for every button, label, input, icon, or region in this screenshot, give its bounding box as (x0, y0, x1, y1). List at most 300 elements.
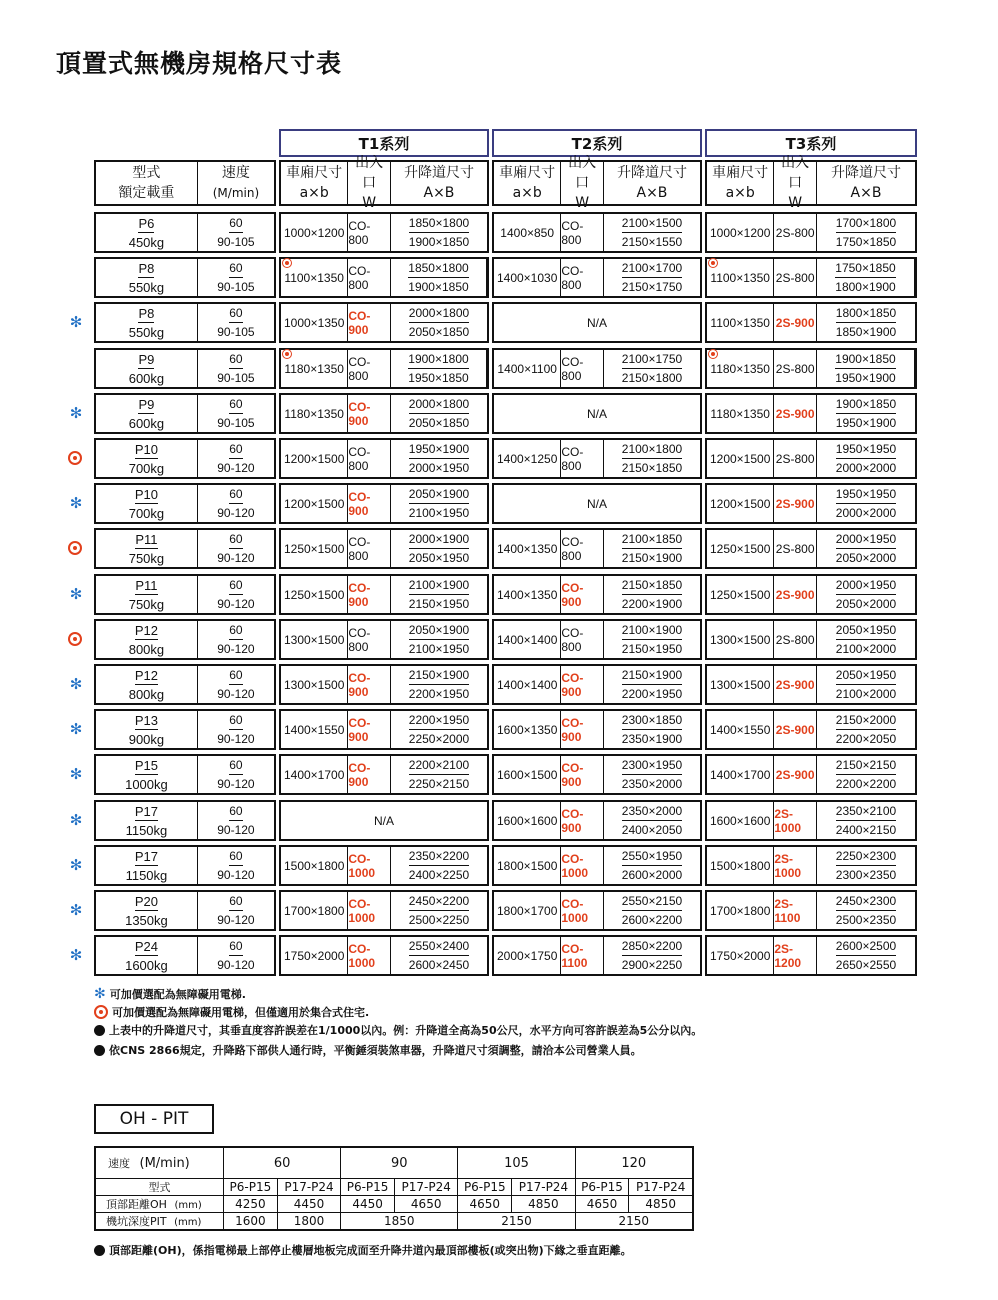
model-row (94, 483, 276, 524)
asterisk-icon: ✻ (69, 313, 83, 331)
type-cell: P17-P24 (512, 1179, 575, 1196)
hoistway-cell (391, 485, 487, 522)
speed-cell (198, 440, 274, 477)
hoistway-60: 2150×1900 (409, 666, 469, 685)
hoistway-cell (604, 756, 700, 793)
hoistway-cell (817, 576, 915, 613)
type-cell: P17-P24 (395, 1179, 458, 1196)
hoistway-60: 2000×1950 (836, 576, 896, 595)
car-size-cell: 1180×1350 (707, 350, 774, 387)
header-series-3 (705, 155, 917, 211)
oh-label-text: 頂部距離OH (106, 1198, 167, 1211)
hoistway-cell (391, 756, 487, 793)
hoistway-cell (604, 530, 700, 567)
asterisk-icon: ✻ (94, 986, 106, 1002)
rated-load: 550kg (128, 324, 165, 340)
hoistway-high-speed: 2050×2000 (835, 551, 897, 565)
speed-60: 60 (229, 214, 242, 233)
speed-cell (198, 304, 274, 341)
entrance-cell: 2S-800 (774, 214, 817, 251)
hoistway-60: 2050×1950 (836, 621, 896, 640)
rated-load: 1150kg (125, 867, 168, 883)
hoistway-cell (817, 485, 915, 522)
entrance-cell: CO-800 (348, 440, 391, 477)
model-row (94, 619, 276, 660)
rated-load: 450kg (128, 234, 165, 250)
hoistway-60: 2000×1950 (836, 530, 896, 549)
car-size-cell: 1000×1350 (281, 304, 348, 341)
entrance-cell: CO-900 (348, 711, 391, 748)
model-row (94, 393, 276, 434)
na-cell: N/A (586, 406, 607, 421)
oh-cell: 4850 (512, 1196, 575, 1213)
car-size-cell: 1180×1350 (281, 395, 348, 432)
oh-cell: 4450 (341, 1196, 395, 1213)
header-load: 額定載重 (118, 185, 175, 201)
car-size-cell: 1400×1700 (281, 756, 348, 793)
hoistway-60: 1900×1850 (835, 350, 895, 369)
speed-60: 60 (229, 937, 242, 956)
speed-cell (198, 576, 274, 613)
series-t1-row (279, 709, 489, 750)
hoistway-high-speed: 2250×2000 (408, 732, 470, 746)
header-hoistway-label: 升降道尺寸 (616, 165, 687, 181)
hoistway-60: 1750×1850 (835, 259, 895, 278)
hoistway-high-speed: 2050×1950 (408, 551, 470, 565)
hoistway-60: 2550×2400 (409, 937, 469, 956)
speed-120: 120 (575, 1147, 693, 1179)
series-t1-row (279, 302, 489, 343)
hoistway-high-speed: 2050×1850 (408, 416, 470, 430)
hoistway-cell (817, 892, 915, 929)
hoistway-cell (604, 711, 700, 748)
hoistway-high-speed: 2050×2000 (835, 597, 897, 611)
note-cns (94, 1042, 642, 1058)
model-cell (96, 530, 198, 567)
pit-cell: 1800 (277, 1213, 340, 1231)
entrance-cell: CO-800 (561, 530, 604, 567)
car-size-cell: 1200×1500 (281, 485, 348, 522)
car-size-cell: 1500×1800 (707, 847, 774, 884)
speed-cell (198, 666, 274, 703)
hoistway-cell (817, 350, 915, 387)
rated-load: 900kg (128, 731, 165, 747)
hoistway-high-speed: 2000×2000 (835, 506, 897, 520)
car-size-cell: 1400×1030 (494, 259, 561, 296)
model-row (94, 438, 276, 479)
series-t3-row (705, 574, 917, 615)
series-t2-row (492, 528, 702, 569)
hoistway-cell (391, 214, 487, 251)
header-entrance (348, 155, 391, 211)
hoistway-high-speed: 2150×1950 (621, 642, 683, 656)
car-size-cell: 1000×1200 (281, 214, 348, 251)
page-title: 頂置式無機房規格尺寸表 (56, 49, 343, 78)
entrance-cell: CO-900 (348, 756, 391, 793)
hoistway-cell (817, 937, 915, 974)
entrance-cell: CO-1000 (348, 937, 391, 974)
hoistway-high-speed: 2500×2250 (408, 913, 470, 927)
bullet-dot-icon (94, 1245, 105, 1256)
speed-cell (198, 621, 274, 658)
header-entrance-sub: W (575, 195, 590, 211)
hoistway-cell (391, 666, 487, 703)
hoistway-60: 2600×2500 (836, 937, 896, 956)
hoistway-cell (391, 576, 487, 613)
hoistway-high-speed: 2150×1800 (621, 371, 683, 385)
hoistway-high-speed: 1900×1850 (408, 280, 469, 294)
entrance-cell: CO-800 (561, 350, 604, 387)
oh-cell: 4650 (458, 1196, 512, 1213)
hoistway-60: 2850×2200 (622, 937, 682, 956)
model-cell (96, 847, 198, 884)
series-t1-row (279, 257, 489, 298)
series-t1-row (279, 935, 489, 976)
hoistway-60: 2150×2150 (836, 756, 896, 775)
hoistway-60: 2100×1750 (622, 350, 682, 369)
series-t3-row (705, 483, 917, 524)
na-cell: N/A (373, 813, 394, 828)
header-entrance-sub: W (362, 195, 377, 211)
hoistway-high-speed: 2150×1950 (408, 597, 470, 611)
na-cell: N/A (586, 315, 607, 330)
hoistway-high-speed: 1850×1900 (835, 325, 897, 339)
hoistway-60: 2150×1850 (622, 576, 682, 595)
car-size-cell: 1400×1400 (494, 621, 561, 658)
header-hoistway-label: 升降道尺寸 (830, 165, 901, 181)
series-t2-row (492, 935, 702, 976)
hoistway-60: 2100×1500 (622, 214, 682, 233)
series-t1-row (279, 528, 489, 569)
hoistway-high-speed: 2100×1950 (408, 506, 470, 520)
car-size-cell: 1200×1500 (281, 440, 348, 477)
entrance-cell: 2S-900 (774, 485, 817, 522)
hoistway-cell (817, 214, 915, 251)
header-entrance-sub: W (788, 195, 803, 211)
entrance-cell: CO-800 (348, 259, 391, 296)
car-size-cell: 1400×1550 (281, 711, 348, 748)
model-cell (96, 892, 198, 929)
series-t2-row (492, 845, 702, 886)
bullet-dot-icon (94, 1025, 105, 1036)
type-cell: P17-P24 (277, 1179, 340, 1196)
hoistway-cell (391, 847, 487, 884)
entrance-cell: CO-900 (348, 485, 391, 522)
car-size-cell: 1750×2000 (281, 937, 348, 974)
hoistway-high-speed: 1800×1900 (835, 280, 896, 294)
car-size-cell: 1180×1350 (281, 350, 348, 387)
model-cell (96, 485, 198, 522)
hoistway-cell (391, 937, 487, 974)
header-hoistway-label: 升降道尺寸 (403, 165, 474, 181)
series-t2-row (492, 800, 702, 841)
asterisk-icon: ✻ (69, 494, 83, 512)
series-t2-row (492, 619, 702, 660)
rated-load: 700kg (128, 460, 165, 476)
series-t3-row (705, 528, 917, 569)
model-name: P12 (135, 666, 158, 685)
circle-dot-icon (68, 632, 84, 648)
model-row (94, 709, 276, 750)
entrance-cell: CO-900 (561, 711, 604, 748)
oh-cell: 4650 (395, 1196, 458, 1213)
header-hoistway (391, 162, 487, 204)
hoistway-60: 2100×1700 (622, 259, 682, 278)
asterisk-icon: ✻ (69, 765, 83, 783)
car-size-cell: 1200×1500 (707, 485, 774, 522)
hoistway-60: 1950×1900 (409, 440, 469, 459)
speed-range: 90-105 (217, 280, 255, 294)
hoistway-60: 1800×1850 (836, 304, 896, 323)
entrance-cell: CO-800 (561, 440, 604, 477)
hoistway-cell (391, 530, 487, 567)
hoistway-60: 2100×1900 (409, 576, 469, 595)
hoistway-cell (817, 802, 915, 839)
speed-range: 90-105 (217, 325, 255, 339)
speed-cell (198, 485, 274, 522)
hoistway-cell (817, 395, 915, 432)
model-row (94, 890, 276, 931)
hoistway-60: 2000×1900 (409, 530, 469, 549)
hoistway-high-speed: 2200×2050 (835, 732, 897, 746)
car-size-cell: 1700×1800 (707, 892, 774, 929)
hoistway-high-speed: 1750×1850 (835, 235, 897, 249)
hoistway-60: 1850×1800 (409, 214, 469, 233)
model-cell (96, 259, 198, 296)
hoistway-high-speed: 2150×1900 (621, 551, 683, 565)
model-name: P8 (138, 304, 154, 323)
speed-range: 90-120 (217, 732, 255, 746)
header-hoistway-sub: A×B (423, 185, 455, 201)
model-row (94, 935, 276, 976)
model-name: P24 (135, 937, 158, 956)
model-row (94, 257, 276, 298)
hoistway-high-speed: 2150×1750 (621, 280, 683, 294)
entrance-cell: 2S-800 (774, 621, 817, 658)
entrance-cell: CO-900 (348, 576, 391, 613)
car-size-cell: 1400×1700 (707, 756, 774, 793)
car-size-cell: 1800×1700 (494, 892, 561, 929)
header-car-size-sub: a×b (725, 185, 755, 201)
hoistway-high-speed: 2300×2350 (835, 868, 897, 882)
pit-cell: 1600 (224, 1213, 278, 1231)
model-row (94, 754, 276, 795)
model-row (94, 574, 276, 615)
entrance-cell: CO-900 (348, 304, 391, 341)
hoistway-high-speed: 2500×2350 (835, 913, 897, 927)
series-t3-row (705, 754, 917, 795)
model-cell (96, 802, 198, 839)
model-row (94, 664, 276, 705)
hoistway-high-speed: 2900×2250 (621, 958, 683, 972)
hoistway-high-speed: 2400×2050 (621, 823, 683, 837)
entrance-cell: 2S-800 (774, 259, 817, 296)
speed-range: 90-120 (217, 506, 255, 520)
model-name: P15 (135, 756, 158, 775)
entrance-cell: CO-900 (561, 576, 604, 613)
car-size-cell: 1300×1500 (707, 621, 774, 658)
header-car-size (281, 162, 348, 204)
model-row (94, 800, 276, 841)
header-speed-label: 速度 (221, 165, 250, 181)
circle-dot-icon-inner (68, 541, 82, 555)
circle-dot-icon (708, 349, 718, 359)
model-name: P9 (138, 350, 154, 369)
series-t2-row (492, 754, 702, 795)
hoistway-60: 2550×1950 (622, 847, 682, 866)
speed-cell (198, 847, 274, 884)
entrance-cell: 2S-1000 (774, 802, 817, 839)
hoistway-cell (391, 304, 487, 341)
hoistway-cell (391, 350, 487, 387)
circle-dot-icon (68, 541, 84, 557)
model-name: P13 (135, 711, 158, 730)
hoistway-high-speed: 2200×1950 (408, 687, 470, 701)
car-size-cell: 1600×1350 (494, 711, 561, 748)
entrance-cell: 2S-900 (774, 395, 817, 432)
hoistway-60: 1850×1800 (408, 259, 468, 278)
hoistway-60: 2350×2000 (622, 802, 682, 821)
car-size-cell: 1800×1500 (494, 847, 561, 884)
series-t1-row (279, 754, 489, 795)
header-hoistway-sub: A×B (850, 185, 882, 201)
series-t3-row (705, 257, 917, 298)
circle-dot-icon (282, 258, 292, 268)
model-cell (96, 621, 198, 658)
header-entrance (774, 155, 817, 211)
series-t1-row (279, 890, 489, 931)
speed-60: 60 (229, 530, 242, 549)
hoistway-high-speed: 2200×2200 (835, 777, 897, 791)
oh-unit: (mm) (174, 1200, 202, 1211)
circle-dot-icon (708, 258, 718, 268)
series-t1-row (279, 800, 489, 841)
speed-105: 105 (458, 1147, 575, 1179)
header-entrance-label: 出入口 (568, 155, 597, 191)
speed-60: 60 (229, 440, 242, 459)
series-header-t3: T3系列 (705, 129, 917, 157)
hoistway-60: 2550×2150 (622, 892, 682, 911)
speed-range: 90-120 (217, 551, 255, 565)
speed-cell (198, 711, 274, 748)
series-t3-row (705, 709, 917, 750)
car-size-cell: 1250×1500 (281, 530, 348, 567)
speed-60: 60 (229, 666, 242, 685)
model-name: P10 (135, 485, 158, 504)
rated-load: 750kg (128, 550, 165, 566)
car-size-cell: 1000×1200 (707, 214, 774, 251)
car-size-cell: 2000×1750 (494, 937, 561, 974)
header-car-size (494, 162, 561, 204)
rated-load: 800kg (128, 641, 165, 657)
rated-load: 1350kg (125, 912, 168, 928)
oh-cell: 4650 (575, 1196, 629, 1213)
entrance-cell: CO-900 (348, 666, 391, 703)
hoistway-cell (817, 259, 915, 296)
header-entrance-label: 出入口 (355, 155, 384, 191)
hoistway-high-speed: 2400×2250 (408, 868, 470, 882)
header-hoistway-sub: A×B (636, 185, 668, 201)
speed-cell (198, 530, 274, 567)
type-label: 型式 (95, 1179, 224, 1196)
car-size-cell: 1600×1600 (707, 802, 774, 839)
oh-label (95, 1196, 224, 1213)
speed-unit: (M/min) (139, 1156, 190, 1171)
model-cell (96, 304, 198, 341)
asterisk-icon: ✻ (69, 675, 83, 693)
hoistway-cell (604, 259, 700, 296)
speed-60: 60 (229, 259, 242, 278)
model-row (94, 212, 276, 253)
hoistway-60: 2150×1900 (622, 666, 682, 685)
hoistway-cell (604, 802, 700, 839)
header-hoistway (817, 162, 915, 204)
speed-range: 90-120 (217, 868, 255, 882)
entrance-cell: 2S-1000 (774, 847, 817, 884)
entrance-cell: 2S-1200 (774, 937, 817, 974)
hoistway-high-speed: 2100×2000 (835, 687, 897, 701)
series-t3-row (705, 890, 917, 931)
hoistway-60: 1950×1950 (836, 440, 896, 459)
hoistway-cell (604, 621, 700, 658)
header-series-1 (279, 155, 489, 211)
hoistway-60: 2100×1900 (622, 621, 682, 640)
speed-60: 60 (229, 756, 242, 775)
hoistway-cell (604, 576, 700, 613)
circle-dot-icon (68, 451, 84, 467)
hoistway-cell (817, 666, 915, 703)
entrance-cell: 2S-800 (774, 350, 817, 387)
hoistway-high-speed: 2200×1900 (621, 597, 683, 611)
hoistway-high-speed: 2100×1950 (408, 642, 470, 656)
pit-cell: 2150 (575, 1213, 693, 1231)
rated-load: 600kg (128, 415, 165, 431)
series-t1-row (279, 574, 489, 615)
hoistway-cell (604, 440, 700, 477)
hoistway-60: 2150×2000 (836, 711, 896, 730)
series-t2-row (492, 212, 702, 253)
hoistway-high-speed: 2650×2550 (835, 958, 897, 972)
header-speed (198, 162, 274, 204)
note-star (94, 986, 246, 1002)
speed-60: 60 (229, 802, 242, 821)
model-name: P20 (135, 892, 158, 911)
series-t3-row (705, 664, 917, 705)
asterisk-icon: ✻ (69, 720, 83, 738)
na-cell: N/A (586, 496, 607, 511)
rated-load: 600kg (128, 370, 165, 386)
note-star-text: 可加價選配為無障礙用電梯. (109, 988, 246, 1001)
header-car-size-label: 車廂尺寸 (286, 165, 343, 181)
model-name: P17 (135, 802, 158, 821)
car-size-cell: 1600×1500 (494, 756, 561, 793)
hoistway-cell (391, 621, 487, 658)
car-size-cell: 1400×1550 (707, 711, 774, 748)
model-cell (96, 350, 198, 387)
hoistway-high-speed: 2200×1950 (621, 687, 683, 701)
series-t1-row (279, 845, 489, 886)
entrance-cell: 2S-900 (774, 304, 817, 341)
hoistway-high-speed: 2600×2000 (621, 868, 683, 882)
entrance-cell: CO-800 (561, 621, 604, 658)
hoistway-high-speed: 1950×1850 (408, 371, 469, 385)
rated-load: 1000kg (125, 776, 168, 792)
series-t2-row (492, 302, 702, 343)
speed-60: 60 (224, 1147, 341, 1179)
hoistway-high-speed: 2150×1850 (621, 461, 683, 475)
hoistway-60: 2200×1950 (409, 711, 469, 730)
series-t1-row (279, 393, 489, 434)
